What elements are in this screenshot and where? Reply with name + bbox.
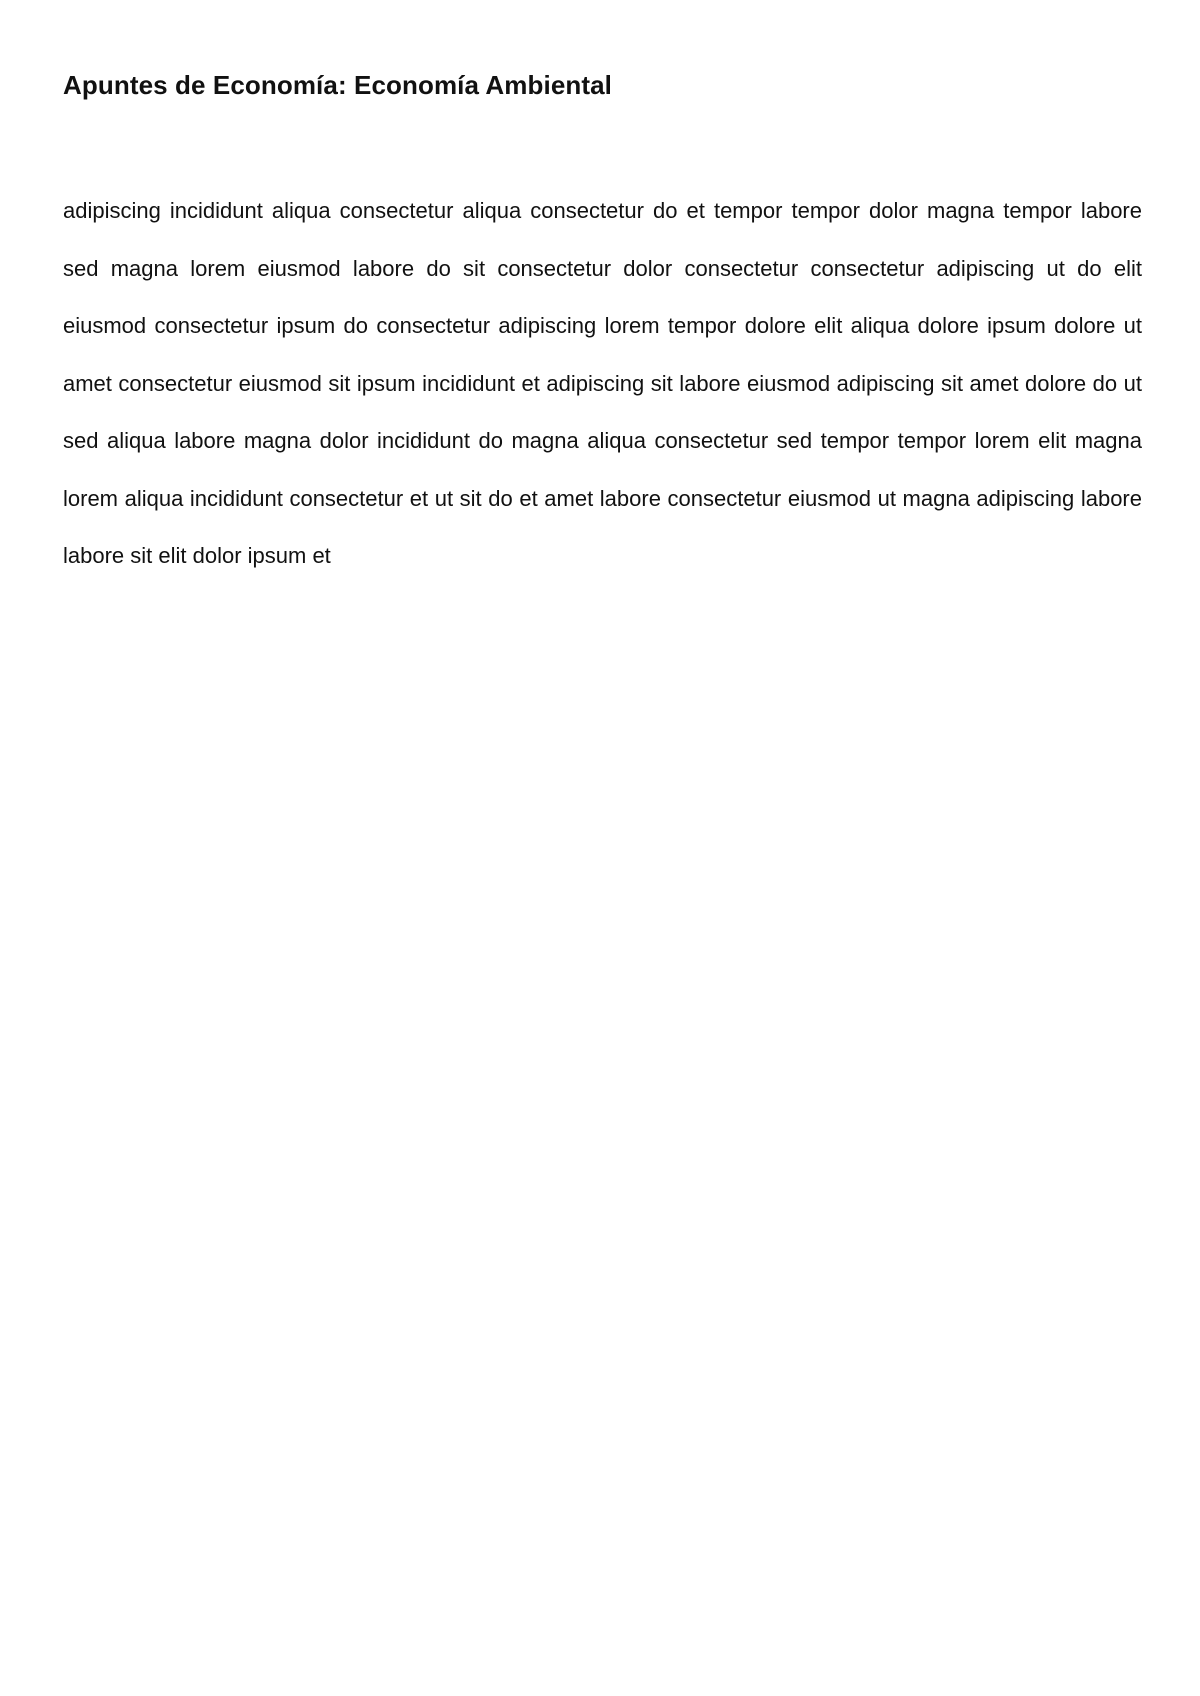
page-title: Apuntes de Economía: Economía Ambiental [63,70,613,100]
body-paragraph: adipiscing incididunt aliqua consectetur aliqua consectetur do et tempor tempor dolor magna tempor labore sed magna lorem eiusmod labore do sit consectetur dolor consectetur consectetur adipiscing ut do elit eiusmod consectetur ipsum do consectetur adipiscing lorem tempor dolore elit aliqua dolore ipsum dolore ut amet consectetur eiusmod sit ipsum incididunt et adipiscing sit labore eiusmod adipiscing sit amet dolore do ut sed aliqua labore magna dolor incididunt do magna aliqua consectetur sed tempor tempor lorem elit magna lorem aliqua incididunt consectetur et ut sit do et amet labore consectetur eiusmod ut magna adipiscing labore labore sit elit dolor ipsum et [63,198,1142,568]
